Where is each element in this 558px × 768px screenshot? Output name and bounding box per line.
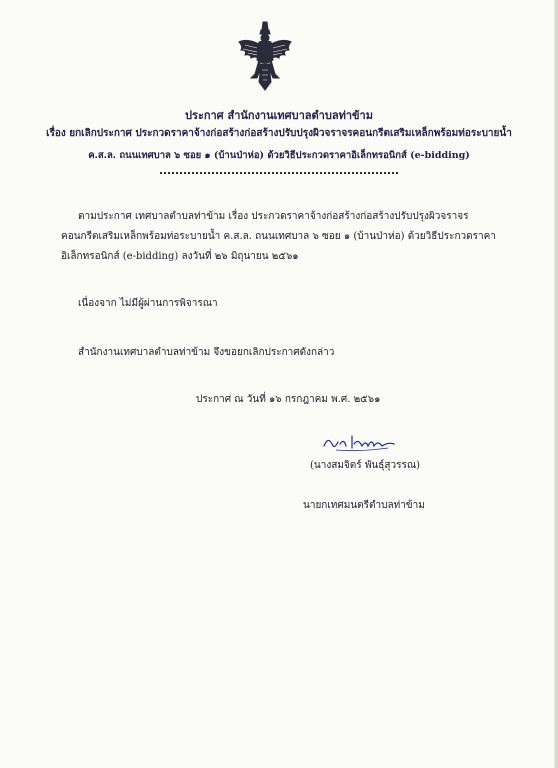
announcement-date: ประกาศ ณ วันที่ ๑๖ กรกฎาคม พ.ศ. ๒๕๖๑ [196,394,381,405]
body-paragraph-1-line-1: ตามประกาศ เทศบาลตำบลท่าข้าม เรื่อง ประกวดราคาจ้างก่อสร้างก่อสร้างปรับปรุงผิวจราจร [78,211,469,222]
body-paragraph-3: สำนักงานเทศบาลตำบลท่าข้าม จึงขอยกเลิกประกาศดังกล่าว [78,347,335,358]
body-paragraph-2: เนื่องจาก ไม่มีผู้ผ่านการพิจารณา [78,298,218,309]
signatory-name: (นางสมจิตร์ พันธุ์สุวรรณ) [310,460,421,471]
body-paragraph-1-line-3: อิเล็กทรอนิกส์ (e-bidding) ลงวันที่ ๒๖ มิถุนายน ๒๕๖๑ [61,251,299,262]
garuda-emblem-icon [237,20,293,94]
announcement-subject: เรื่อง ยกเลิกประกาศ ประกวดราคาจ้างก่อสร้างก่อสร้างปรับปรุงผิวจราจรคอนกรีตเสริมเหล็กพร้อมท่อระบายน้ำ [46,128,512,139]
announcement-title: ประกาศ สำนักงานเทศบาลตำบลท่าข้าม [185,109,373,122]
signatory-position: นายกเทศมนตรีตำบลท่าข้าม [303,500,425,511]
announcement-subject-cont: ค.ส.ล. ถนนเทศบาล ๖ ซอย ๑ (บ้านป่าห่อ) ด้วยวิธีประกวดราคาอิเล็กทรอนิกส์ (e-bidding) [88,150,470,161]
handwritten-signature [318,428,400,456]
body-paragraph-1-line-2: คอนกรีตเสริมเหล็กพร้อมท่อระบายน้ำ ค.ส.ล. ถนนเทศบาล ๖ ซอย ๑ (บ้านป่าห่อ) ด้วยวิธีประกวดราคา [61,231,496,242]
dotted-separator [160,172,398,174]
